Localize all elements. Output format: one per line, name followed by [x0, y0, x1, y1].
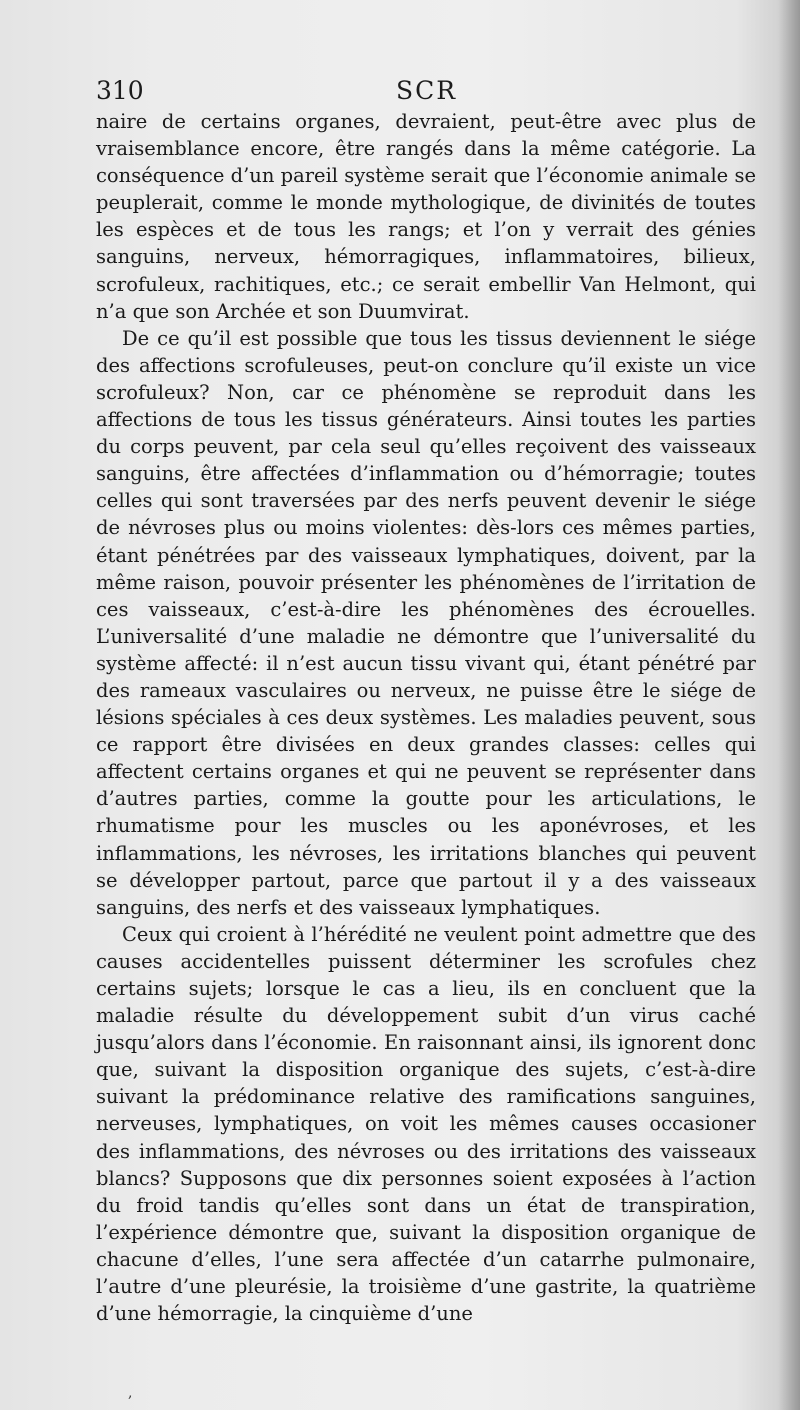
- page-header: [96, 72, 756, 112]
- paragraph-2: De ce qu’il est possible que tous les tissus deviennent le siége des affections scrofuleuses, peut-on conclure qu’il existe un vice scrofuleux? Non, car ce phénomène se reproduit dans les affections de tous les tissus générateurs. Ainsi toutes les parties du corps peuvent, par cela seul qu’elles reçoivent des vaisseaux sanguins, être affectées d’inflammation ou d’hémorragie; toutes celles qui sont traversées par des nerfs peuvent devenir le siége de névroses plus ou moins violentes: dès-lors ces mêmes parties, étant pénétrées par des vaisseaux lymphatiques, doivent, par la même raison, pouvoir présenter les phénomènes de l’irritation de ces vaisseaux, c’est-à-dire les phénomènes des écrouelles. L’universalité d’une maladie ne démontre que l’universalité du système affecté: il n’est aucun tissu vivant qui, étant pénétré par des rameaux vasculaires ou nerveux, ne puisse être le siége de lésions spéciales à ces deux systèmes. Les maladies peuvent, sous ce rapport être divisées en deux grandes classes: celles qui affectent certains organes et qui ne peuvent se représenter dans d’autres parties, comme la goutte pour les articulations, le rhumatisme pour les muscles ou les aponévroses, et les inflammations, les névroses, les irritations blanches qui peuvent se développer partout, parce que partout il y a des vaisseaux sanguins, des nerfs et des vaisseaux lymphatiques.: [96, 326, 756, 919]
- running-head: SCR: [396, 76, 458, 105]
- page-edge-shadow: [778, 0, 800, 1410]
- body-text: [96, 108, 756, 1327]
- footer-mark: ,: [128, 1385, 133, 1401]
- paragraph-1: naire de certains organes, devraient, peut-être avec plus de vraisemblance encore, être rangés dans la même catégorie. La conséquence d’un pareil système serait que l’économie animale se peuplerait, comme le monde mythologique, de divinités de toutes les espèces et de tous les rangs; et l’on y verrait des génies sanguins, nerveux, hémorragiques, inflammatoires, bilieux, scrofuleux, rachitiques, etc.; ce serait embellir Van Helmont, qui n’a que son Archée et son Duumvirat.: [96, 110, 756, 323]
- paragraph-3: Ceux qui croient à l’hérédité ne veulent point admettre que des causes accidentelles puissent déterminer les scrofules chez certains sujets; lorsque le cas a lieu, ils en concluent que la maladie résulte du développement subit d’un virus caché jusqu’alors dans l’économie. En raisonnant ainsi, ils ignorent donc que, suivant la disposition organique des sujets, c’est-à-dire suivant la prédominance relative des ramifications sanguines, nerveuses, lymphatiques, on voit les mêmes causes occasioner des inflammations, des névroses ou des irritations des vaisseaux blancs? Supposons que dix personnes soient exposées à l’action du froid tandis qu’elles sont dans un état de transpiration, l’expérience démontre que, suivant la disposition organique de chacune d’elles, l’une sera affectée d’un catarrhe pulmonaire, l’autre d’une pleurésie, la troisième d’une gastrite, la quatrième d’une hémorragie, la cinquième d’une: [96, 922, 756, 1326]
- page-number: 310: [96, 76, 144, 105]
